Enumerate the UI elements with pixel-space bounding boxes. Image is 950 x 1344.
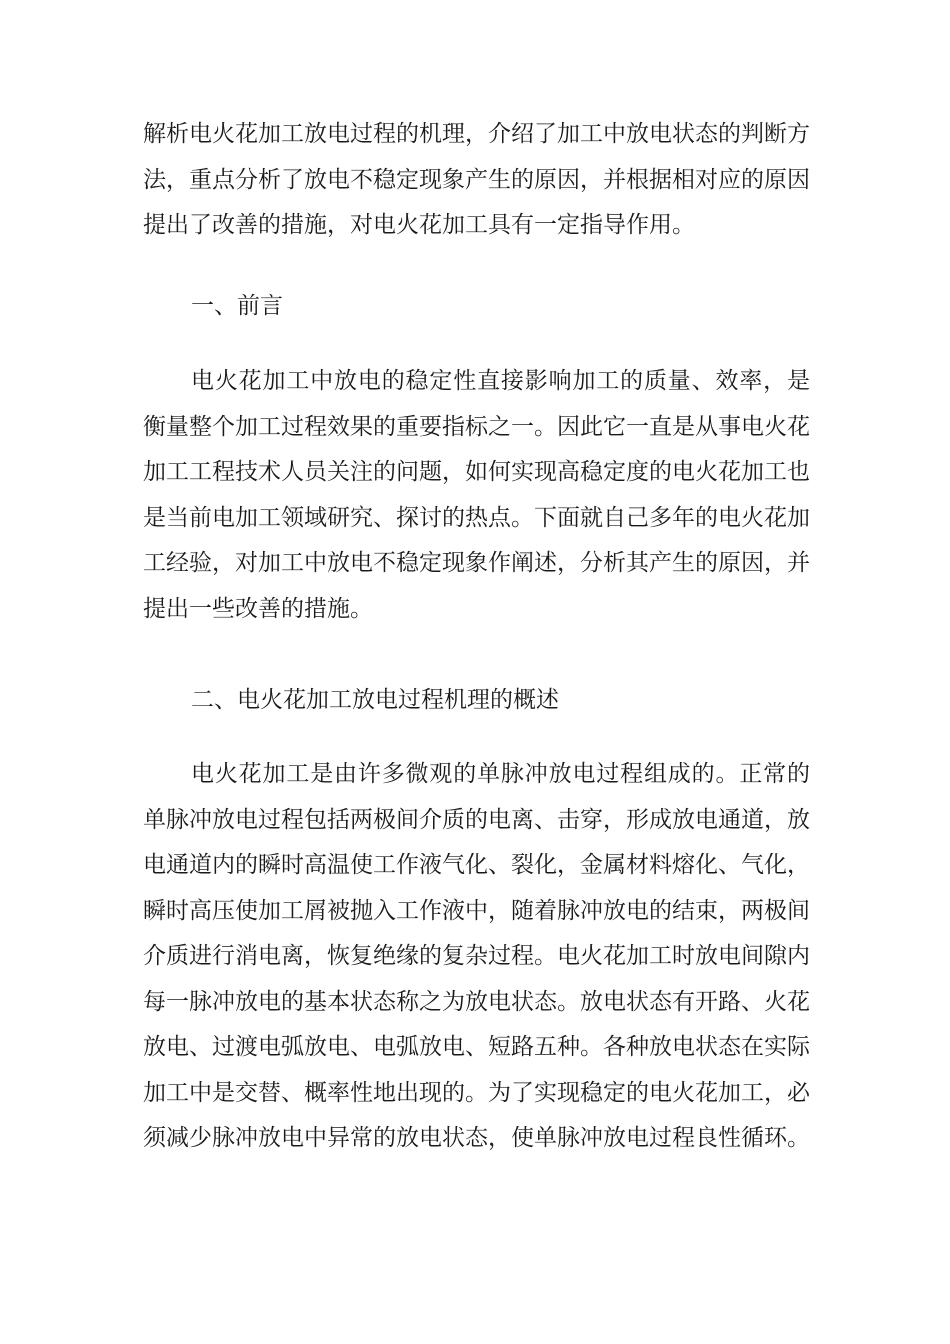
section-heading-mechanism: 二、电火花加工放电过程机理的概述 [191, 687, 559, 713]
preface-paragraph: 电火花加工中放电的稳定性直接影响加工的质量、效率，是衡量整个加工过程效果的重要指标之一。因此它一直是从事电火花加工工程技术人员关注的问题，如何实现高稳定度的电火花加工也是当前电加工领域研究、探讨的热点。下面就自己多年的电火花加工经验，对加工中放电不稳定现象作阐述，分析其产生的原因，并提出一些改善的措施。 [143, 368, 810, 622]
mechanism-paragraph: 电火花加工是由许多微观的单脉冲放电过程组成的。正常的单脉冲放电过程包括两极间介质的电离、击穿，形成放电通道，放电通道内的瞬时高温使工作液气化、裂化，金属材料熔化、气化，瞬时高压使加工屑被抛入工作液中，随着脉冲放电的结束，两极间介质进行消电离，恢复绝缘的复杂过程。电火花加工时放电间隙内每一脉冲放电的基本状态称之为放电状态。放电状态有开路、火花放电、过渡电弧放电、电弧放电、短路五种。各种放电状态在实际加工中是交替、概率性地出现的。为了实现稳定的电火花加工，必须减少脉冲放电中异常的放电状态，使单脉冲放电过程良性循环。 [143, 761, 810, 1151]
intro-paragraph: 解析电火花加工放电过程的机理，介绍了加工中放电状态的判断方法，重点分析了放电不稳定现象产生的原因，并根据相对应的原因提出了改善的措施，对电火花加工具有一定指导作用。 [143, 121, 810, 238]
section-heading-preface: 一、前言 [191, 293, 283, 319]
